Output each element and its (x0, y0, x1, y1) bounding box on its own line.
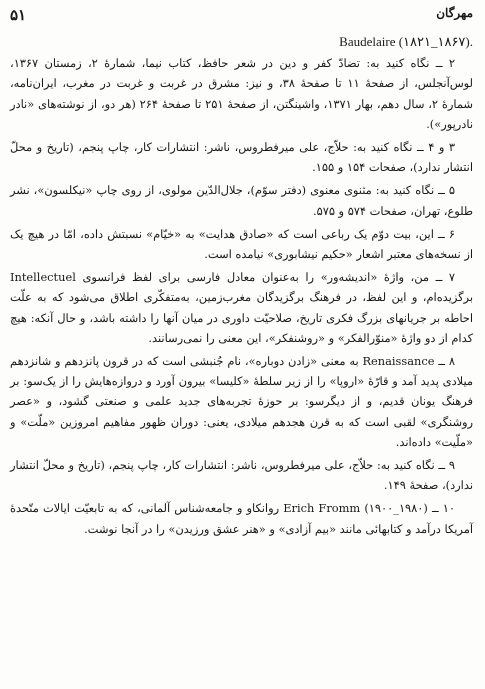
note-10: ۱۰ ــ Erich Fromm (۱۹۰۰_۱۹۸۰) روانکاو و جامعه‌شناس آلمانی، که به تابعیّت ایالات متّحدهٔ آمریکا درآمد و کتابهائی مانند «بیم آزادی» و «هنر عشق ورزیدن» را در آنجا نوشت. (10, 501, 473, 536)
note-8: ۸ ــ Renaissance به معنی «زادن دوباره»، نام جُنبشی است که در قرون پانزدهم و شانزدهم میلادی پدید آمد و قارّهٔ «اروپا» را از زیر سلطهٔ «کلیسا» بیرون آورد و دروازه‌هایش را از یک‌سو: بر فرهنگ یونان قدیم، و از دیگرسو: بر حوزهٔ تجربه‌های جدید علمی و صنعتی گشود، و «عصر روشنگری» لقبی است که به قرن هجدهم میلادی، یعنی: دوران ظهور مفاهیم امروزین «ملّت» و «ملّیت» داده‌اند. (10, 354, 473, 449)
note-5: ۵ ــ نگاه کنید به: مثنوی معنوی (دفتر سوّم)، جلال‌الدّین مولوی، از روی چاپ «نیکلسون»، نشر طلوع، تهران، صفحات ۵۷۴ و ۵۷۵. (10, 183, 473, 218)
note-9: ۹ ــ نگاه کنید به: حلاّج، علی میرفطروس، ناشر: انتشارات کار، چاپ پنجم، (تاریخ و محلّ انتشار ندارد)، صفحهٔ ۱۴۹. (10, 458, 473, 493)
note-3-4: ۳ و ۴ ــ نگاه کنید به: حلاّج، علی میرفطروس، ناشر: انتشارات کار، چاپ پنجم، (تاریخ و محلّ انتشار ندارد)، صفحات ۱۵۴ و ۱۵۵. (10, 140, 473, 175)
note-7: ۷ ــ من، واژهٔ «اندیشه‌ور» را به‌عنوان معادل فارسی برای لفظ فرانسوی Intellectuel برگزیده‌ام، و این لفظ، در فرهنگ برگزیدگان مغرب‌زمین، به‌متفکّری اطلاق می‌شود که به علّت احاطه بر جریانهای بزرگ فکری تاریخ، صلاحیّت داوری در میان آنها را داشته باشد، و حال آنکه: هیچ کدام از دو واژهٔ «منوّرالفکر» و «روشنفکر»، این معنی را نمی‌رسانند. (10, 270, 473, 345)
note-1-continuation: Baudelaire (۱۸۲۱_۱۸۶۷). (339, 34, 473, 49)
page-number: ۵۱ (10, 6, 27, 24)
endnotes-body (10, 32, 473, 685)
note-2: ۲ ــ نگاه کنید به: تضادّ کفر و دین در شعر حافظ، کتاب نیما، شمارهٔ ۲، زمستان ۱۳۶۷، لوس‌آنجلس، از صفحهٔ ۱۱ تا صفحهٔ ۳۸، و نیز: مشرق در غربت و غربت در مغرب، ایران‌نامه، شمارهٔ ۲، سال دهم، بهار ۱۳۷۱، واشینگتن، از صفحهٔ ۲۵۱ تا صفحهٔ ۲۶۴ (هر دو، از نوشته‌های «نادر نادرپور»). (10, 56, 474, 131)
page-header (10, 4, 473, 30)
note-6: ۶ ــ این، بیت دوّم یک رباعی است که «صادق هدایت» به «خیّام» نسبتش داده، امّا در هیچ یک از نسخه‌های معتبر اشعار «حکیم نیشابوری» نیامده است. (10, 226, 473, 262)
running-title: مهرگان (436, 6, 473, 20)
